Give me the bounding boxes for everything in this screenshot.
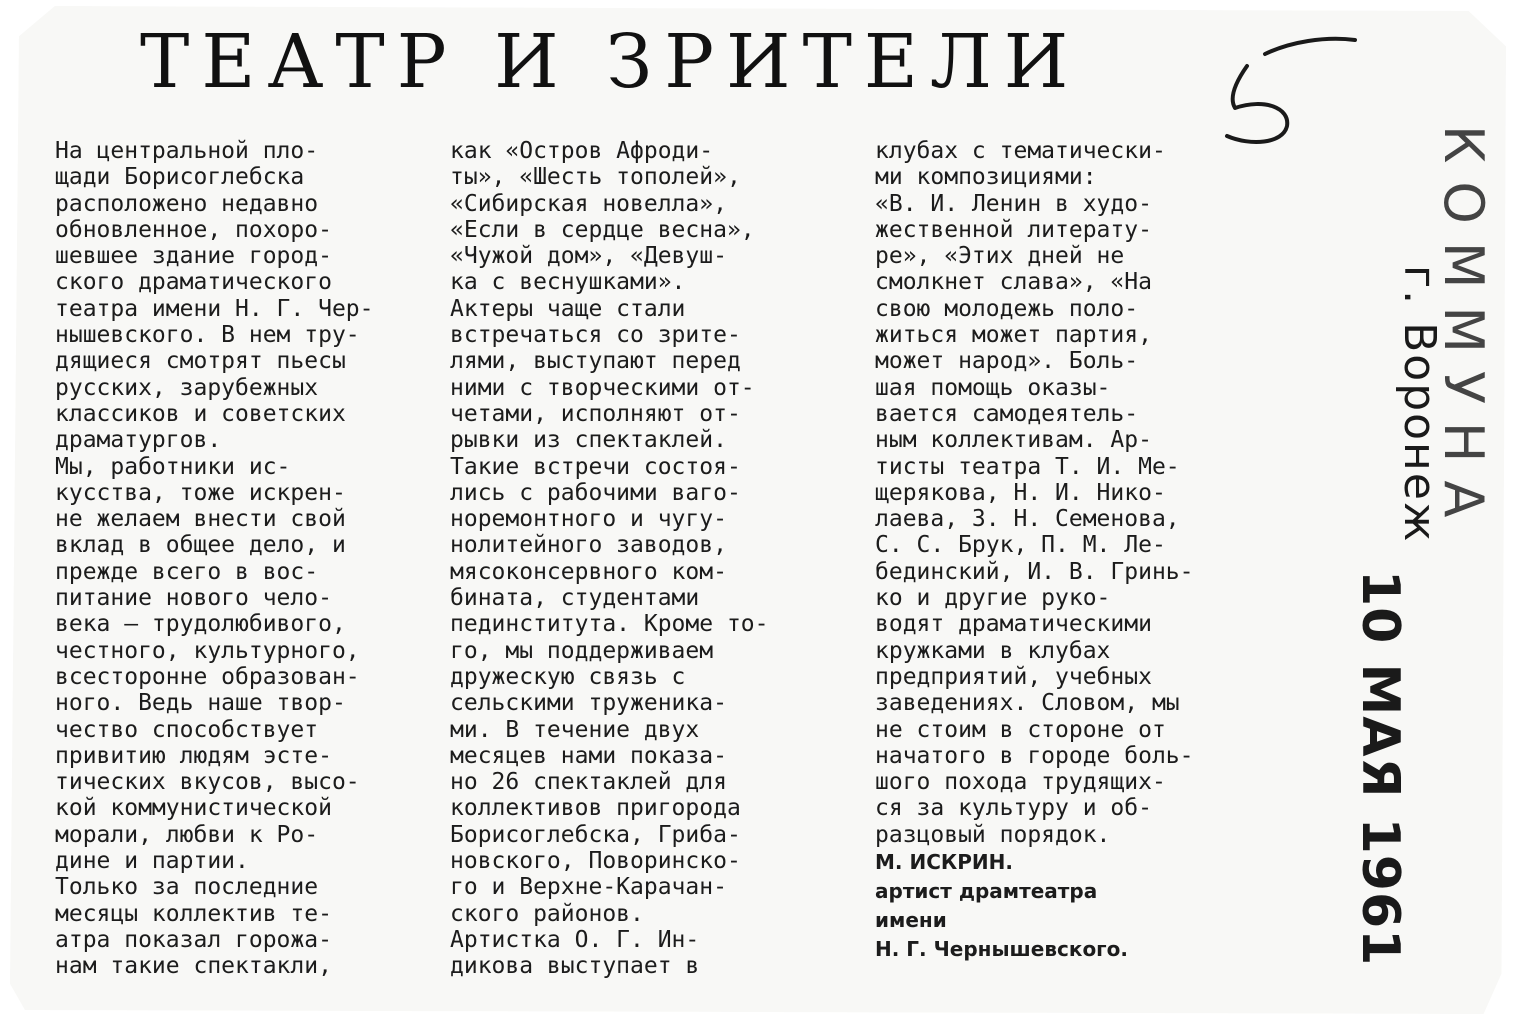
author-name: М. ИСКРИН. [875,850,1013,875]
author-title: Н. Г. Чернышевского. [875,937,1128,962]
paragraph: Актеры чаще стали встречаться со зрите- лями, выступают перед ними с творческими от- четами, исполняют от- рывки из спектаклей. Такие встречи состоя- лись с рабочими ваго- норемонтного и чугу- нолитейного заводов, мясоконсервного ком- бината, студентами пединститута. Кроме то- го, мы поддерживаем дружескую связь с сельскими труженика- ми. В течение двух месяцев нами показа- но 26 спектаклей для коллективов пригорода Борисоглебска, Гриба- новского, Поворинско- го и Верхне-Карачан- ского районов. [450,295,769,927]
paragraph: Только за последние месяцы коллектив те- атра показал горожа- нам такие спектакли, [55,874,332,980]
article-column-1 [55,138,420,980]
publication-stamp [1350,115,1519,967]
paragraph: Мы, работники ис- кусства, тоже искрен- не желаем внести свой вклад в общее дело, и прежде всего в вос- питание нового чело- века — трудолюбивого, честного, культурного, всесторонне образован- ного. Ведь наше твор- чество способствует привитию людям эсте- тических вкусов, высо- кой коммунистической морали, любви к Ро- дине и партии. [55,453,360,875]
stamp-publication: КОММУНА [1432,125,1495,536]
stamp-date: 10 МАЯ 1961 [1350,570,1410,967]
author-title: артист драмтеатра [875,879,1098,904]
article-column-2 [450,138,845,980]
paragraph: На центральной пло- щади Борисоглебска расположено недавно обновленное, похоро- шевшее здание город- ского драматического театра имени Н. Г. Чер- нышевского. В нем тру- дящиеся смотрят пьесы русских, зарубежных классиков и советских драматургов. [55,138,374,454]
article-column-3 [875,138,1260,964]
stamp-city: г. Воронеж [1394,265,1445,544]
article-headline: ТЕАТР И ЗРИТЕЛИ [140,19,1081,105]
paragraph: как «Остров Афроди- ты», «Шесть тополей», «Сибирская новелла», «Если в сердце весна», «Чужой дом», «Девуш- ка с веснушками». [450,138,755,296]
paragraph: Артистка О. Г. Ин- дикова выступает в [450,926,700,980]
handwritten-number-5 [1205,28,1365,148]
author-title: имени [875,908,947,933]
paragraph: клубах с тематически- ми композициями: «В. И. Ленин в худо- жественной литерату- ре», «Этих дней не смолкнет слава», «На свою молодежь поло- житься может партия, может народ». Боль- шая помощь оказы- вается самодеятель- ным коллективам. Ар- тисты театра Т. И. Ме- щерякова, Н. И. Нико- лаева, З. Н. Семенова, С. С. Брук, П. М. Ле- бединский, И. В. Гринь- ко и другие руко- водят драматическими кружками в клубах предприятий, учебных заведениях. Словом, мы не стоим в стороне от начатого в городе боль- шого похода трудящих- ся за культуру и об- разцовый порядок. [875,138,1194,848]
